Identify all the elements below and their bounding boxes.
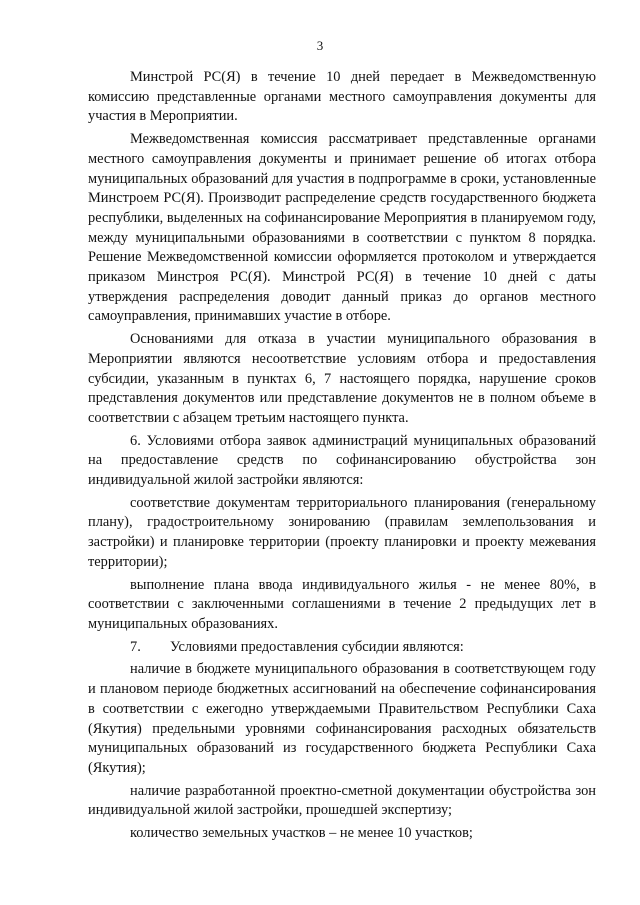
clause-text: Условиями предоставления субсидии являются: [170, 638, 464, 655]
paragraph-planning-compliance: соответствие документам территориального планирования (генеральному плану), градостроительному зонированию (правилам землепользования и застройки) и планировке территории (проекту планировки и проекту межевания территории); [88, 494, 596, 570]
document-body [88, 68, 596, 844]
paragraph-ministry-transfer: Минстрой РС(Я) в течение 10 дней передает в Межведомственную комиссию представленные органами местного самоуправления документы для участия в Мероприятии. [88, 69, 596, 125]
paragraph-land-plots: количество земельных участков – не менее 10 участков; [130, 825, 473, 842]
paragraph-6-selection-conditions: 6. Условиями отбора заявок администраций муниципальных образований на предоставление средств по софинансированию обустройства зон индивидуальной жилой застройки являются: [88, 432, 596, 489]
paragraph-design-documentation: наличие разработанной проектно-сметной документации обустройства зон индивидуальной жилой застройки, прошедшей экспертизу; [88, 782, 596, 819]
paragraph-housing-plan: выполнение плана ввода индивидуального жилья - не менее 80%, в соответствии с заключенными соглашениями в течение 2 предыдущих лет в муниципальных образованиях. [88, 576, 596, 632]
paragraph-refusal-grounds: Основаниями для отказа в участии муниципального образования в Мероприятии являются несоответствие условиям отбора и предоставления субсидии, указанным в пунктах 6, 7 настоящего порядка, нарушение сроков представления документов или представление документов не в полном объеме в соответствии с абзацем третьим настоящего пункта. [88, 331, 596, 426]
paragraph-budget-availability: наличие в бюджете муниципального образования в соответствующем году и плановом периоде бюджетных ассигнований на обеспечение софинансирования в соответствии с ежегодно утверждаемыми Правительством Республики Саха (Якутия) предельными уровнями софинансирования расходных обязательств муниципальных образований из государственного бюджета Республики Саха (Якутия); [88, 661, 596, 776]
paragraph-commission-review: Межведомственная комиссия рассматривает представленные органами местного самоуправления документы и принимает решение об итогах отбора муниципальных образований для участия в подпрограмме в сроки, установленные Минстроем РС(Я). Производит распределение средств государственного бюджета республики, выделенных на софинансирование Мероприятия в планируемом году, между муниципальными образованиями в соответствии с пунктом 8 порядка. Решение Межведомственной комиссии оформляется протоколом и утверждается приказом Минстроя РС(Я). Минстрой РС(Я) в течение 10 дней с даты утверждения распределения доводит данный приказ до органов местного самоуправления, принимавших участие в отборе. [88, 131, 596, 325]
page-number: 3 [316, 38, 324, 53]
paragraph-7-subsidy-conditions [88, 638, 596, 658]
clause-number: 7. [130, 638, 141, 655]
